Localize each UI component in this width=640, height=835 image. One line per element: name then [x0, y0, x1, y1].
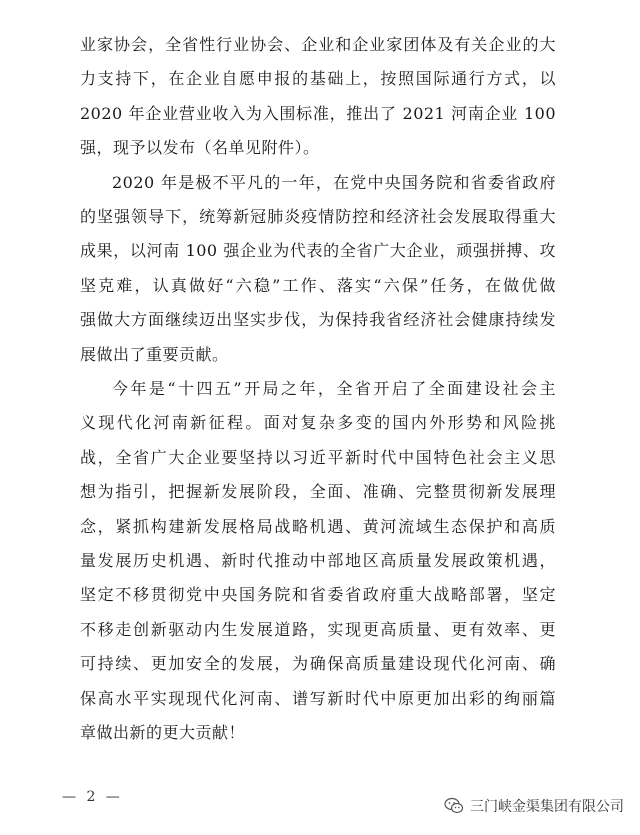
- paragraph-line: 业家协会，全省性行业协会、企业和企业家团体及有关企业的大: [80, 35, 556, 54]
- paragraph-line: 可持续、更加安全的发展，为确保高质量建设现代化河南、确: [80, 654, 556, 673]
- paragraph-line: 2020 年企业营业收入为入围标准，推出了 2021 河南企业 100: [80, 104, 556, 123]
- paragraph-line: 强，现予以发布（名单见附件）。: [80, 138, 320, 157]
- paragraph-line: 量发展历史机遇、新时代推动中部地区高质量发展政策机遇，: [80, 551, 556, 570]
- paragraph-line: 想为指引，把握新发展阶段，全面、准确、完整贯彻新发展理: [80, 482, 556, 501]
- paragraph-line: 章做出新的更大贡献！: [80, 723, 246, 742]
- paragraph-line: 今年是“十四五”开局之年，全省开启了全面建设社会主: [112, 379, 556, 398]
- paragraph-line: 义现代化河南新征程。面对复杂多变的国内外形势和风险挑: [80, 413, 556, 432]
- paragraph-line: 念，紧抓构建新发展格局战略机遇、黄河流域生态保护和高质: [80, 517, 556, 536]
- paragraph-line: 战，全省广大企业要坚持以习近平新时代中国特色社会主义思: [80, 448, 556, 467]
- wechat-icon: [444, 797, 464, 815]
- paragraph-line: 成果，以河南 100 强企业为代表的全省广大企业，顽强拼搏、攻: [80, 241, 556, 260]
- watermark-text: 三门峡金渠集团有限公司: [470, 799, 624, 815]
- paragraph-line: 坚克难，认真做好“六稳”工作、落实“六保”任务，在做优做: [80, 276, 556, 295]
- paragraph-line: 不移走创新驱动内生发展道路，实现更高质量、更有效率、更: [80, 620, 556, 639]
- paragraph-line: 坚定不移贯彻党中央国务院和省委省政府重大战略部署，坚定: [80, 585, 556, 604]
- paragraph-line: 保高水平实现现代化河南、谱写新时代中原更加出彩的绚丽篇: [80, 689, 556, 708]
- paragraph-line: 强做大方面继续迈出坚实步伐，为保持我省经济社会健康持续发: [80, 310, 556, 329]
- watermark: [444, 796, 624, 816]
- page-number: — 2 —: [62, 789, 123, 805]
- paragraph-line: 2020 年是极不平凡的一年，在党中央国务院和省委省政府: [112, 173, 556, 192]
- paragraph-line: 展做出了重要贡献。: [80, 345, 229, 364]
- paragraph-line: 的坚强领导下，统筹新冠肺炎疫情防控和经济社会发展取得重大: [80, 207, 556, 226]
- paragraph-line: 力支持下，在企业自愿申报的基础上，按照国际通行方式，以: [80, 69, 556, 88]
